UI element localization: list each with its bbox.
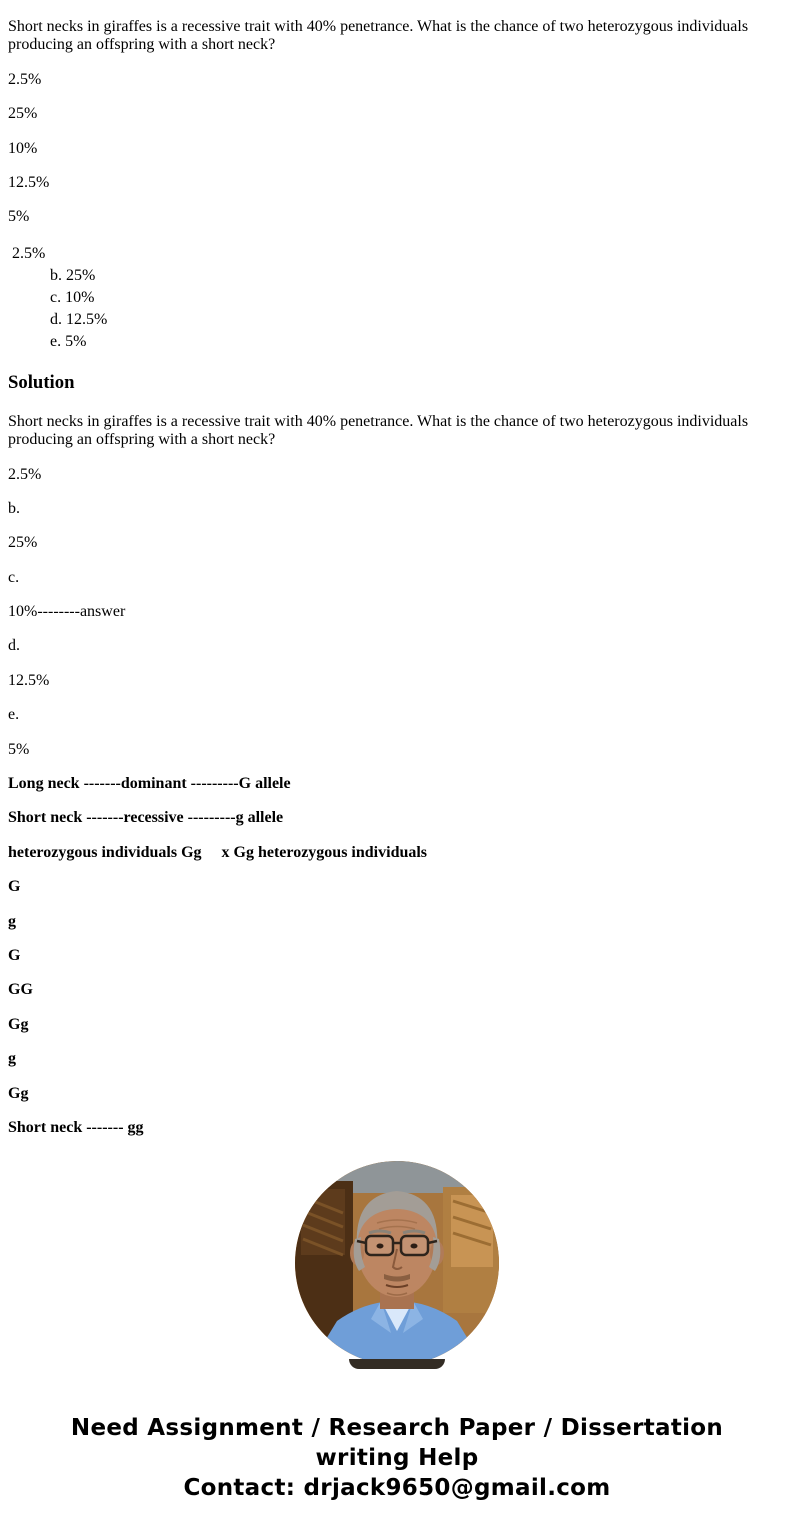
avatar-base-shadow (349, 1359, 445, 1369)
solution-work-line: Short neck -------recessive ---------g allele (8, 809, 284, 827)
choice-item: c. 10% (50, 288, 95, 306)
footer-line: Need Assignment / Research Paper / Dissertation (70, 1415, 724, 1442)
solution-work-line: G (8, 878, 21, 896)
solution-line: c. (8, 568, 20, 586)
solution-line: d. (8, 637, 20, 655)
solution-heading: Solution (8, 371, 75, 393)
question-text: Short necks in giraffes is a recessive trait with 40% penetrance. What is the chance of two heterozygous individuals producing an offspring with a short neck? (8, 18, 753, 54)
solution-work-line: Long neck -------dominant ---------G allele (8, 775, 291, 793)
solution-work-line: Gg (8, 1015, 29, 1033)
solution-answer-line: 10%--------answer (8, 603, 126, 621)
choice-item: b. 25% (50, 266, 96, 284)
solution-question: Short necks in giraffes is a recessive trait with 40% penetrance. What is the chance of two heterozygous individuals producing an offspring with a short neck? (8, 412, 753, 449)
solution-work-line: GG (8, 981, 33, 999)
solution-line: e. (8, 706, 20, 724)
tutor-photo (295, 1161, 499, 1365)
solution-line: b. (8, 499, 20, 517)
footer-contact-email: Contact: drjack9650@gmail.com (183, 1475, 611, 1502)
solution-work-line: Gg (8, 1084, 29, 1102)
footer (8, 1413, 786, 1503)
choice-list (8, 243, 786, 353)
solution-work-line: g (8, 912, 16, 930)
answer-option: 5% (8, 208, 30, 226)
solution-work-line: heterozygous individuals Gg x Gg heterozygous individuals (8, 843, 428, 861)
solution-work-line: g (8, 1050, 16, 1068)
footer-line: writing Help (315, 1445, 479, 1472)
solution-line: 2.5% (8, 465, 42, 483)
answer-option: 10% (8, 139, 38, 157)
answer-option: 2.5% (8, 70, 42, 88)
solution-line: 25% (8, 534, 38, 552)
solution-line: 12.5% (8, 671, 50, 689)
answer-option: 25% (8, 105, 38, 123)
tutor-avatar (8, 1161, 786, 1369)
solution-work-line: G (8, 946, 21, 964)
solution-work-line: Short neck ------- gg (8, 1118, 144, 1136)
choice-item: d. 12.5% (50, 310, 108, 328)
tutor-photo-frame (295, 1161, 499, 1365)
solution-line: 5% (8, 740, 30, 758)
answer-option: 12.5% (8, 173, 50, 191)
choice-item-first: 2.5% (12, 244, 46, 262)
choice-item: e. 5% (50, 332, 87, 350)
